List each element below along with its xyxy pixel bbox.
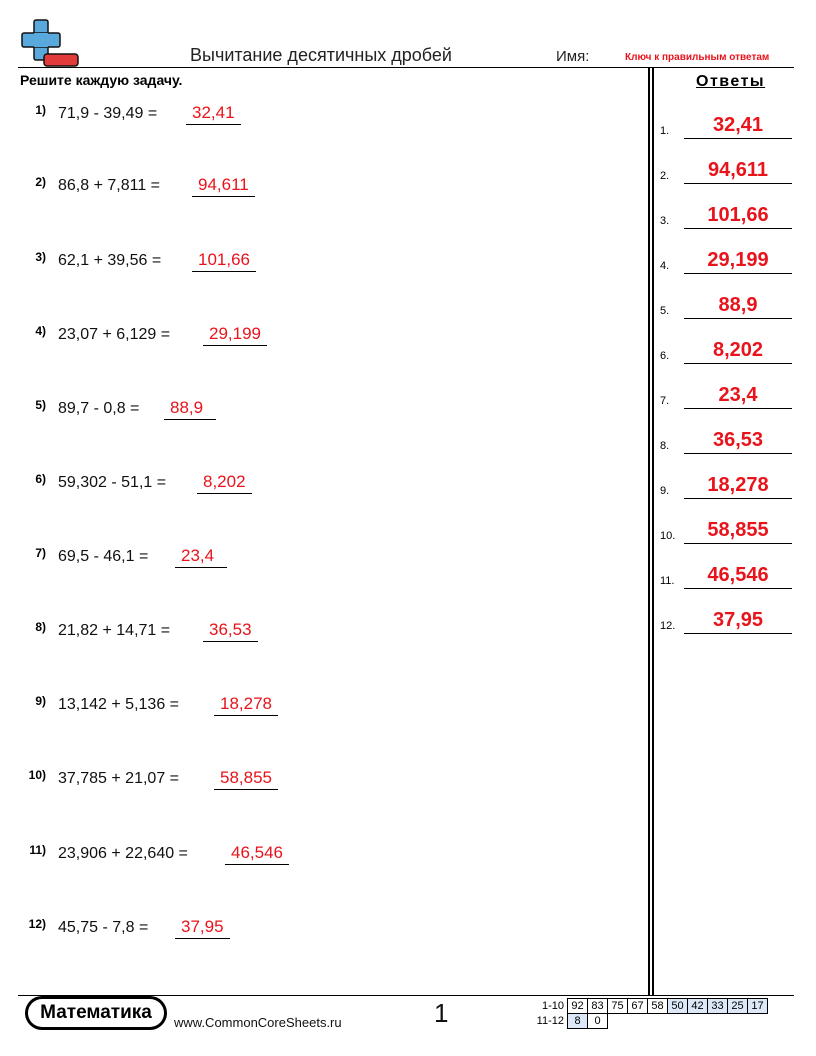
- answer-key-value: 94,611: [684, 158, 792, 184]
- answer-key-value: 36,53: [684, 428, 792, 454]
- problem-answer: 32,41: [186, 103, 241, 125]
- problem-answer: 46,546: [225, 843, 289, 865]
- answer-key-value: 23,4: [684, 383, 792, 409]
- score-row: [530, 999, 768, 1014]
- problem-number: 11): [29, 843, 46, 857]
- score-cell: 8: [568, 1014, 588, 1029]
- answer-key-value: 58,855: [684, 518, 792, 544]
- problem-number: 4): [35, 324, 46, 338]
- answer-key-number: 6.: [660, 350, 670, 362]
- answer-key-value: 29,199: [684, 248, 792, 274]
- problem-expression: 23,906 + 22,640 =: [58, 845, 188, 862]
- answer-key-item: [660, 381, 792, 409]
- answer-key-item: [660, 561, 792, 589]
- problem-answer: 36,53: [203, 620, 258, 642]
- score-row-label: 11-12: [536, 1015, 564, 1027]
- answer-key-number: 1.: [660, 125, 670, 137]
- answer-key-item: [660, 201, 792, 229]
- column-divider: [648, 67, 650, 995]
- problem-expression: 86,8 + 7,811 =: [58, 177, 161, 194]
- instructions: Решите каждую задачу.: [20, 72, 183, 88]
- answer-key-number: 7.: [660, 395, 670, 407]
- score-row: [530, 1014, 768, 1029]
- problem-number: 2): [35, 175, 46, 189]
- answer-key-value: 101,66: [684, 203, 792, 229]
- problem-expression: 45,75 - 7,8 =: [58, 919, 149, 936]
- problem-answer: 94,611: [192, 175, 255, 197]
- score-cell: 42: [688, 999, 708, 1014]
- header-divider: [18, 67, 794, 68]
- problem-number: 5): [35, 398, 46, 412]
- answer-key-item: [660, 471, 792, 499]
- answer-key-item: [660, 291, 792, 319]
- problem-number: 9): [35, 694, 46, 708]
- score-cell: 58: [648, 999, 668, 1014]
- problem-expression: 89,7 - 0,8 =: [58, 400, 140, 417]
- answer-key-value: 37,95: [684, 608, 792, 634]
- answer-key-item: [660, 156, 792, 184]
- problem-answer: 23,4: [175, 546, 227, 568]
- answer-key-number: 8.: [660, 440, 670, 452]
- problem-number: 7): [35, 546, 46, 560]
- answer-key-item: [660, 516, 792, 544]
- plus-minus-logo-icon: [20, 18, 80, 70]
- problem-number: 8): [35, 620, 46, 634]
- answer-key-item: [660, 606, 792, 634]
- answer-key-value: 8,202: [684, 338, 792, 364]
- answer-key-label: Ключ к правильным ответам: [625, 52, 770, 63]
- score-cell: 0: [588, 1014, 608, 1029]
- answer-key-number: 9.: [660, 485, 670, 497]
- answer-key-value: 88,9: [684, 293, 792, 319]
- answer-key-number: 10.: [660, 530, 676, 542]
- answer-key-item: [660, 426, 792, 454]
- problem-answer: 101,66: [192, 250, 256, 272]
- problem-answer: 18,278: [214, 694, 278, 716]
- brand-badge: [25, 996, 167, 1030]
- score-cell: 83: [588, 999, 608, 1014]
- problem-answer: 29,199: [203, 324, 267, 346]
- score-table: [530, 998, 768, 1029]
- problem-expression: 37,785 + 21,07 =: [58, 770, 179, 787]
- problem-expression: 23,07 + 6,129 =: [58, 326, 171, 343]
- answer-key-item: [660, 111, 792, 139]
- answer-key-number: 12.: [660, 620, 676, 632]
- problem-expression: 59,302 - 51,1 =: [58, 474, 167, 491]
- column-divider: [652, 67, 654, 995]
- answer-key-value: 18,278: [684, 473, 792, 499]
- problem-expression: 62,1 + 39,56 =: [58, 252, 162, 269]
- problem-answer: 8,202: [197, 472, 252, 494]
- score-cell: 67: [628, 999, 648, 1014]
- answer-key-number: 5.: [660, 305, 670, 317]
- score-cell: 50: [668, 999, 688, 1014]
- problem-number: 1): [35, 103, 46, 117]
- score-cell: 17: [748, 999, 768, 1014]
- problem-number: 6): [35, 472, 46, 486]
- problem-number: 12): [28, 917, 46, 931]
- answer-key-number: 2.: [660, 170, 670, 182]
- site-url: www.CommonCoreSheets.ru: [174, 1015, 342, 1030]
- score-cell: 33: [708, 999, 728, 1014]
- page-number: 1: [434, 998, 449, 1028]
- score-cell: 75: [608, 999, 628, 1014]
- answers-title: Ответы: [696, 73, 766, 90]
- problem-expression: 69,5 - 46,1 =: [58, 548, 149, 565]
- answer-key-number: 4.: [660, 260, 670, 272]
- answer-key-number: 3.: [660, 215, 670, 227]
- answer-key-item: [660, 336, 792, 364]
- answer-key-item: [660, 246, 792, 274]
- score-row-label: 1-10: [541, 1000, 564, 1012]
- score-cell: 25: [728, 999, 748, 1014]
- problem-answer: 37,95: [175, 917, 230, 939]
- problem-expression: 13,142 + 5,136 =: [58, 696, 179, 713]
- score-cell: 92: [568, 999, 588, 1014]
- answer-key-value: 32,41: [684, 113, 792, 139]
- answer-key-number: 11.: [660, 575, 675, 587]
- problem-number: 10): [28, 768, 46, 782]
- name-label: Имя:: [556, 48, 590, 65]
- problem-expression: 21,82 + 14,71 =: [58, 622, 171, 639]
- answer-key-value: 46,546: [684, 563, 792, 589]
- problem-number: 3): [35, 250, 46, 264]
- problem-answer: 88,9: [164, 398, 216, 420]
- problem-expression: 71,9 - 39,49 =: [58, 105, 158, 122]
- brand-label: Математика: [28, 999, 164, 1027]
- problem-answer: 58,855: [214, 768, 278, 790]
- page-title: Вычитание десятичных дробей: [190, 45, 452, 65]
